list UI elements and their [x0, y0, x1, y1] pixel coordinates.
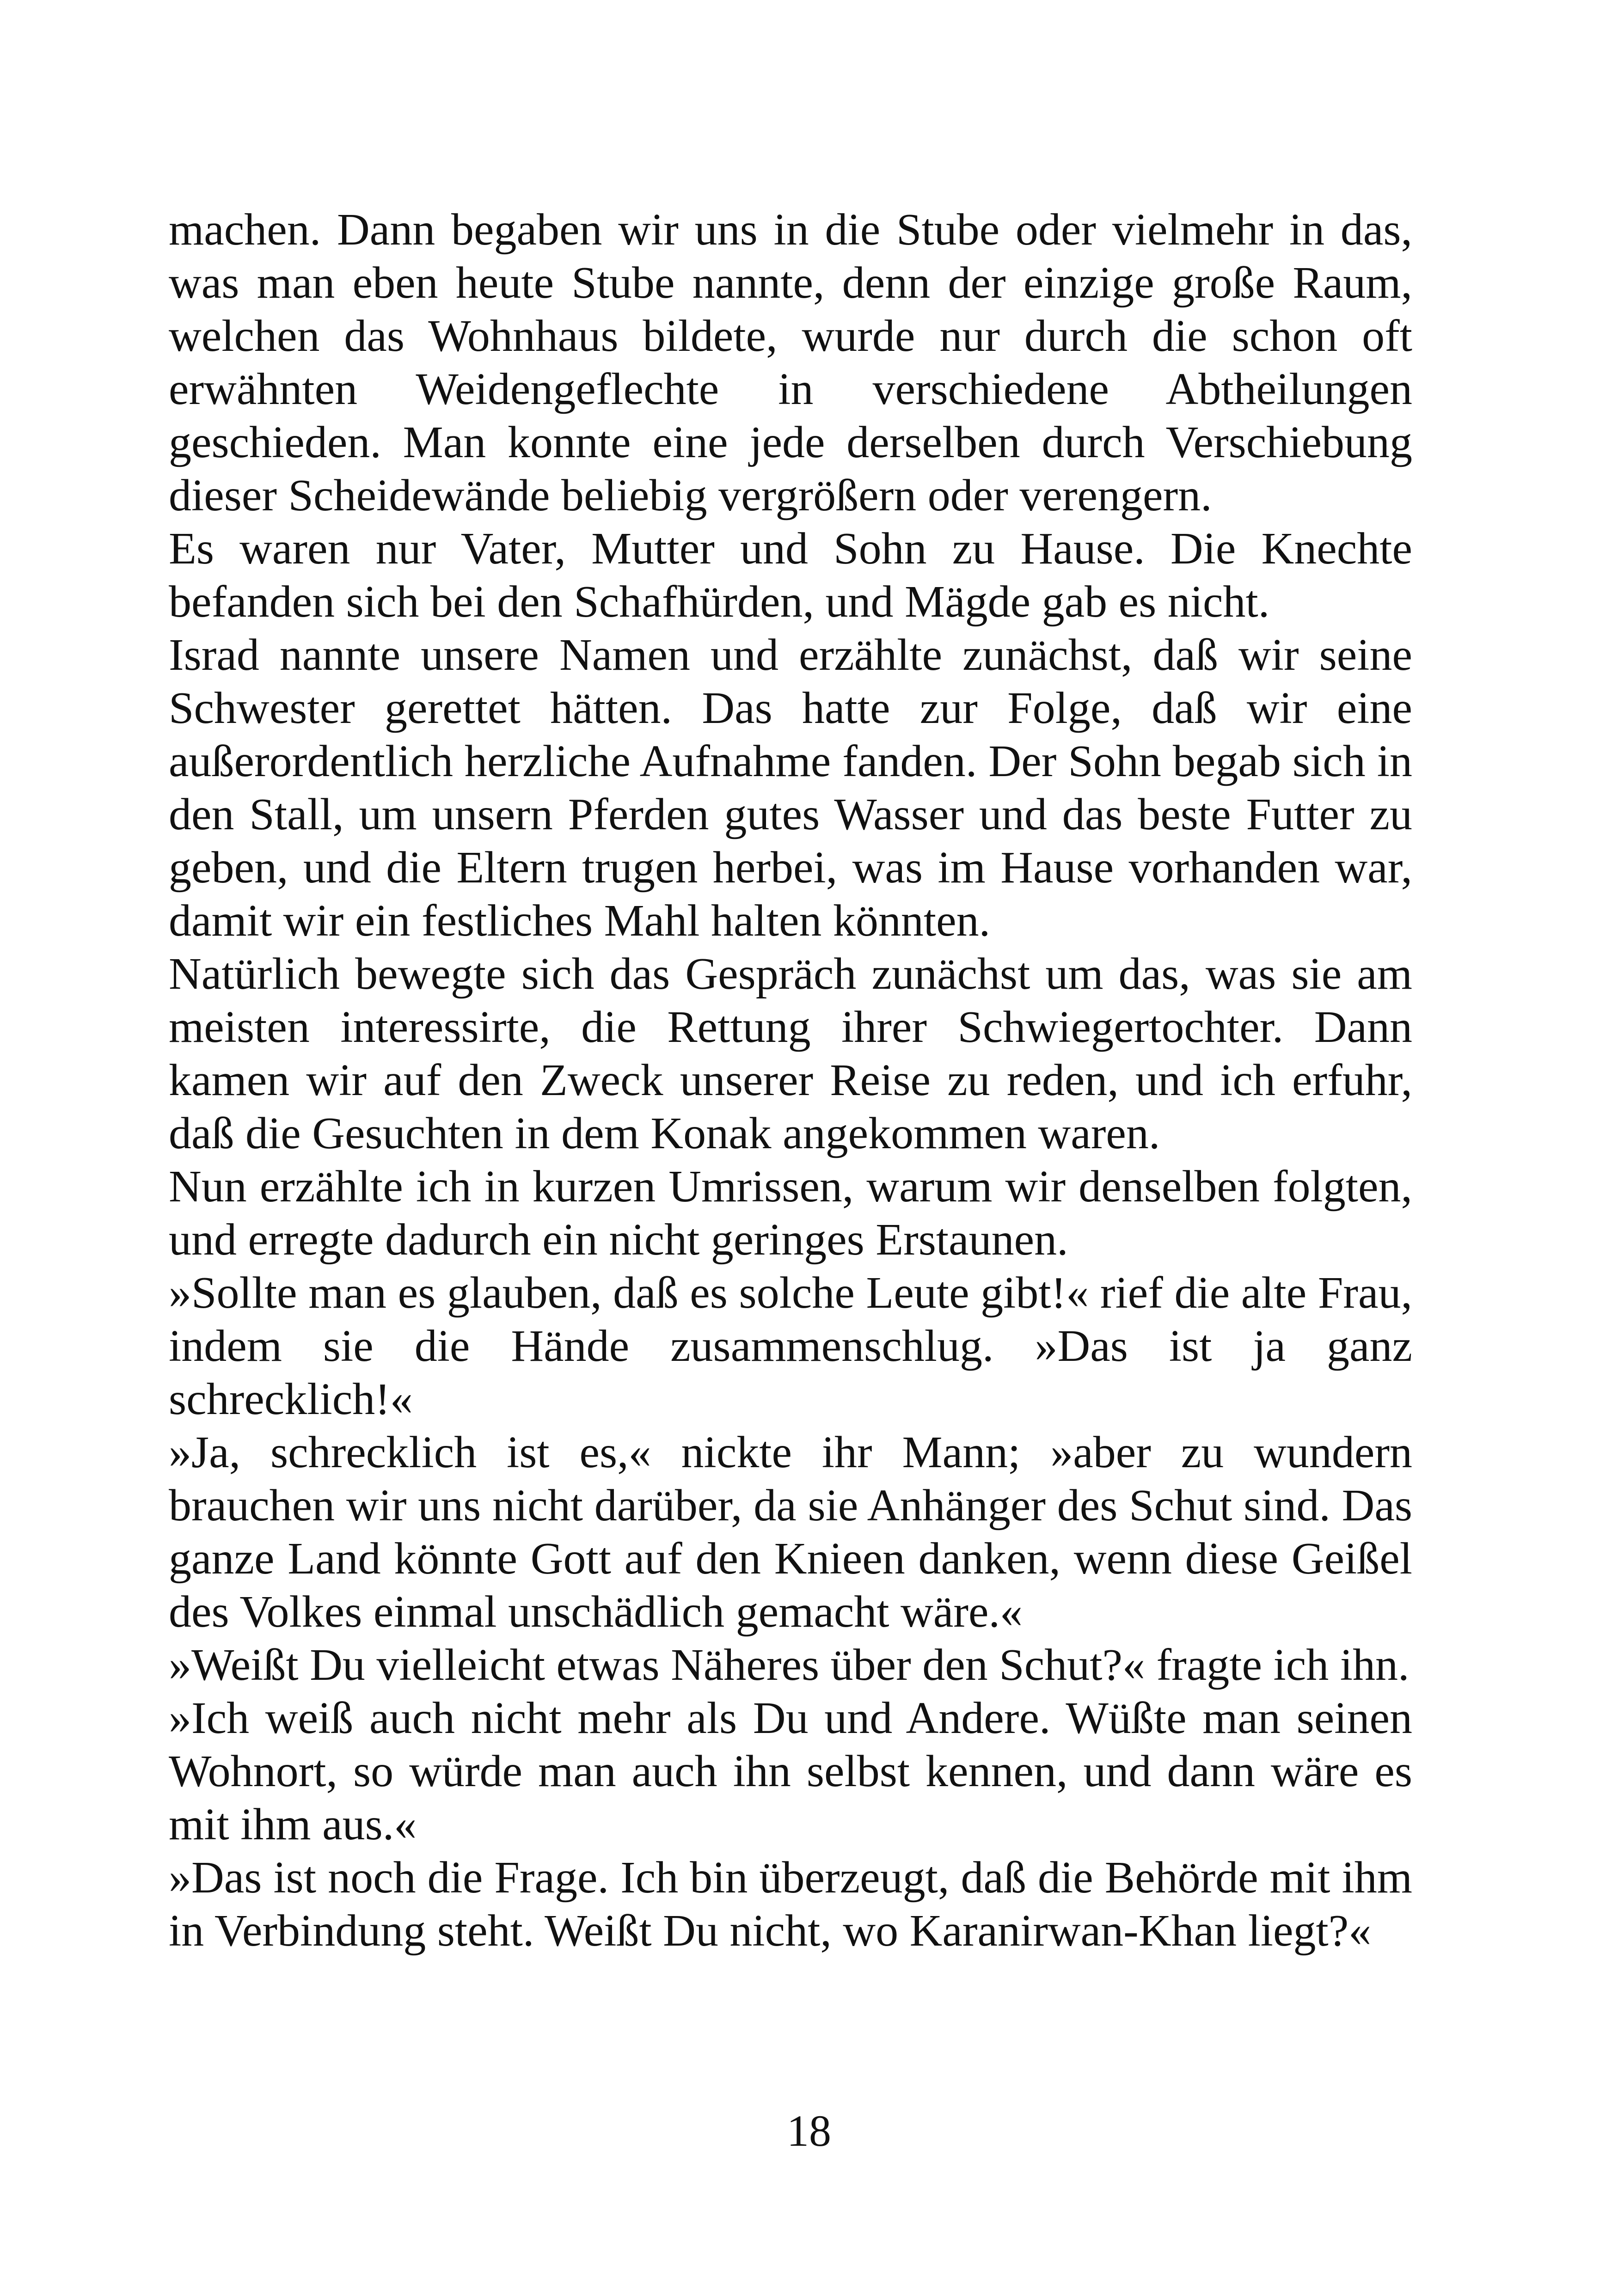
- paragraph-8: »Weißt Du vielleicht etwas Näheres über den Schut?« fragte ich ihn.: [169, 1640, 1410, 1690]
- body-text: [169, 203, 1412, 1958]
- paragraph-1: machen. Dann begaben wir uns in die Stube oder vielmehr in das, was man eben heute Stube nannte, denn der einzige große Raum, welchen das Wohnhaus bildete, wurde nur durch die schon oft erwähnten Weidengeflechte in verschiedene Abtheilungen geschieden. Man konnte eine jede derselben durch Verschiebung dieser Scheidewände beliebig vergrößern oder verengern.: [169, 205, 1412, 520]
- page-number: 18: [787, 2106, 831, 2155]
- paragraph-10: »Das ist noch die Frage. Ich bin überzeugt, daß die Behörde mit ihm in Verbindung steht. Weißt Du nicht, wo Karanirwan-Khan liegt?«: [169, 1853, 1412, 1956]
- paragraph-6: »Sollte man es glauben, daß es solche Leute gibt!« rief die alte Frau, indem sie die Hände zusammenschlug. »Das ist ja ganz schrecklich!«: [169, 1268, 1412, 1424]
- paragraph-5: Nun erzählte ich in kurzen Umrissen, warum wir denselben folgten, und erregte dadurch ein nicht geringes Erstaunen.: [169, 1162, 1412, 1265]
- paragraph-3: Israd nannte unsere Namen und erzählte zunächst, daß wir seine Schwester gerettet hätten. Das hatte zur Folge, daß wir eine außerordentlich herzliche Aufnahme fanden. Der Sohn begab sich in den Stall, um unsern Pferden gutes Wasser und das beste Futter zu geben, und die Eltern trugen herbei, was im Hause vorhanden war, damit wir ein festliches Mahl halten könnten.: [169, 630, 1412, 946]
- paragraph-7: »Ja, schrecklich ist es,« nickte ihr Mann; »aber zu wundern brauchen wir uns nicht darüber, da sie Anhänger des Schut sind. Das ganze Land könnte Gott auf den Knieen danken, wenn diese Geißel des Volkes einmal unschädlich gemacht wäre.«: [169, 1427, 1412, 1637]
- paragraph-9: »Ich weiß auch nicht mehr als Du und Andere. Wüßte man seinen Wohnort, so würde man auch ihn selbst kennen, und dann wäre es mit ihm aus.«: [169, 1693, 1412, 1849]
- paragraph-2: Es waren nur Vater, Mutter und Sohn zu Hause. Die Knechte befanden sich bei den Schafhürden, und Mägde gab es nicht.: [169, 524, 1412, 627]
- paragraph-4: Natürlich bewegte sich das Gespräch zunächst um das, was sie am meisten interessirte, die Rettung ihrer Schwiegertochter. Dann kamen wir auf den Zweck unserer Reise zu reden, und ich erfuhr, daß die Gesuchten in dem Konak angekommen waren.: [169, 949, 1412, 1158]
